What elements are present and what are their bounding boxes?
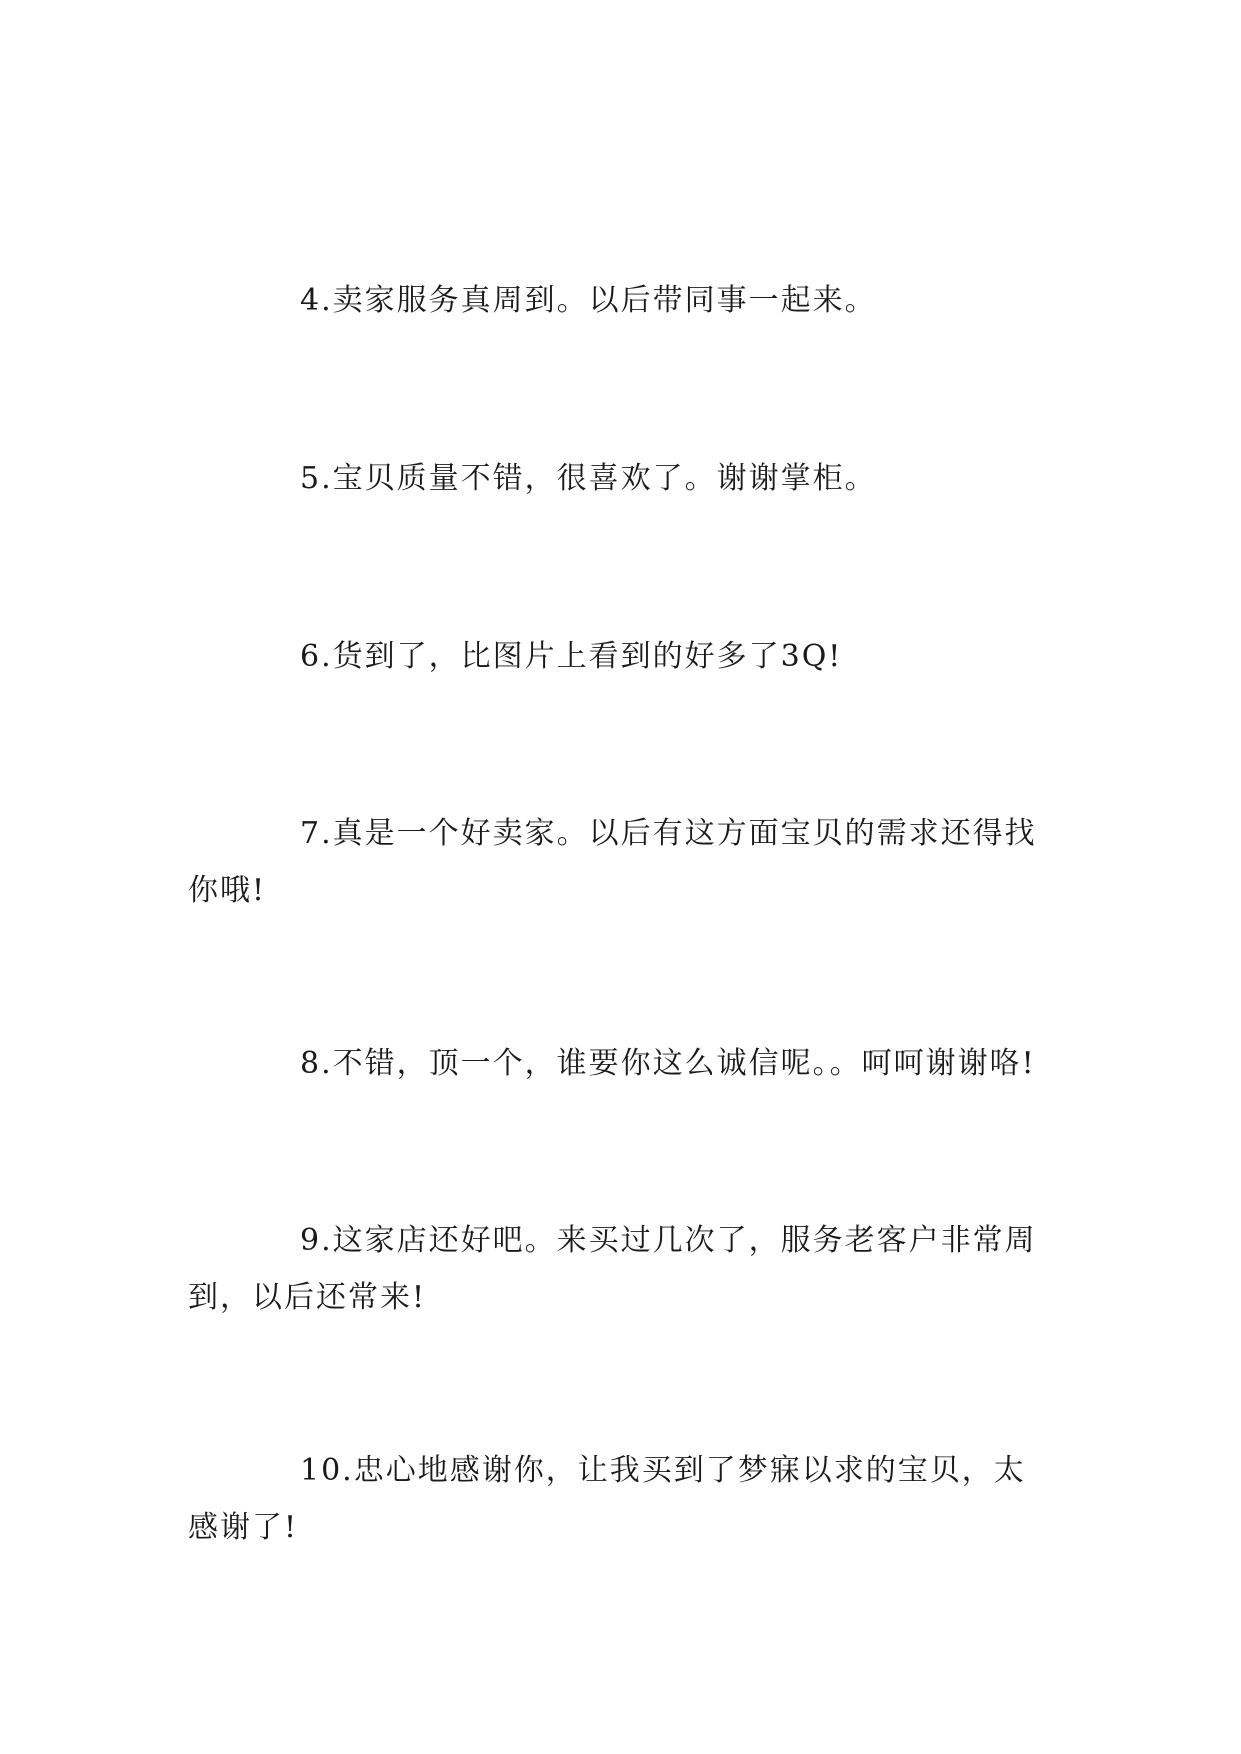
list-item: 5.宝贝质量不错，很喜欢了。谢谢掌柜。 xyxy=(300,461,877,496)
list-item: 6.货到了，比图片上看到的好多了3Q! xyxy=(300,639,843,674)
list-item: 9.这家店还好吧。来买过几次了，服务老客户非常周到，以后还常来! xyxy=(188,1223,1037,1315)
list-item: 8.不错，顶一个，谁要你这么诚信呢。。呵呵谢谢咯! xyxy=(300,1046,1036,1081)
list-item: 10.忠心地感谢你，让我买到了梦寐以求的宝贝，太感谢了! xyxy=(188,1453,1026,1545)
list-item: 4.卖家服务真周到。以后带同事一起来。 xyxy=(300,283,877,318)
list-item: 7.真是一个好卖家。以后有这方面宝贝的需求还得找你哦! xyxy=(188,816,1037,908)
